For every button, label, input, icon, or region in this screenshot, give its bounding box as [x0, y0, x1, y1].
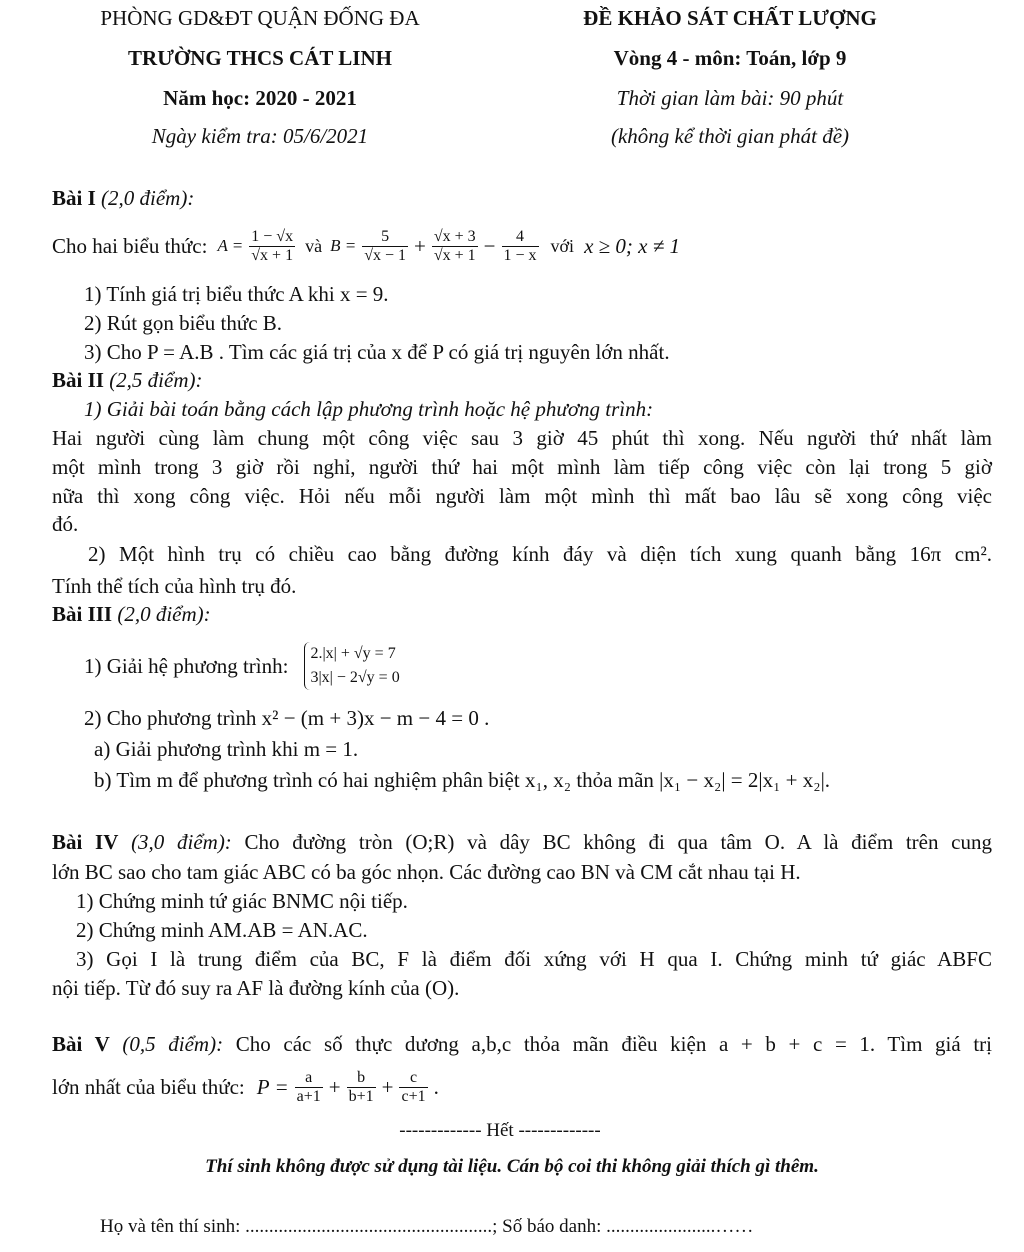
- section-1-intro: Cho hai biểu thức:: [52, 233, 208, 258]
- section-4-question-1: 1) Chứng minh tứ giác BNMC nội tiếp.: [76, 889, 408, 913]
- minus-sign: −: [483, 233, 496, 258]
- section-3-points: (2,0 điểm):: [117, 602, 211, 626]
- section-5-line-1: [52, 1032, 992, 1057]
- section-4-points: (3,0 điểm):: [131, 830, 232, 854]
- section-3-question-2: 2) Cho phương trình x² − (m + 3)x − m − 4 = 0 .: [84, 706, 490, 730]
- plus-sign: +: [328, 1074, 341, 1099]
- expr-b-term3-num: 4: [502, 228, 539, 247]
- section-5-line-2: [52, 1060, 439, 1114]
- expr-a-fraction: [249, 228, 295, 265]
- section-3-question-1: [84, 636, 400, 696]
- section-1-question-2: 2) Rút gọn biểu thức B.: [84, 311, 283, 335]
- expr-p-term1: [295, 1069, 323, 1106]
- section-1-expressions: [52, 218, 680, 274]
- candidate-note: Thí sinh không được sử dụng tài liệu. Cán bộ coi thi không giải thích gì thêm.: [205, 1156, 819, 1177]
- equation-1: 2.|x| + √y = 7: [310, 645, 396, 662]
- section-5-title: Bài V: [52, 1032, 110, 1056]
- expr-b-lhs: B =: [330, 236, 357, 255]
- section-2-paragraph-line-3: nữa thì xong công việc. Hỏi nếu mỗi người làm một mình thì mất bao lâu sẽ xong công việc: [52, 484, 992, 508]
- and-word: và: [305, 235, 323, 256]
- exam-time-note: (không kể thời gian phát đề): [610, 124, 850, 148]
- section-4-intro: Cho đường tròn (O;R) và dây BC không đi qua tâm O. A là điểm trên cung: [244, 830, 992, 854]
- section-1-title: Bài I: [52, 186, 96, 210]
- expr-p-term1-num: a: [295, 1069, 323, 1088]
- section-2-heading: [52, 368, 203, 393]
- expr-p-term1-den: a+1: [296, 1087, 321, 1105]
- section-2-subtitle-1: 1) Giải bài toán bằng cách lập phương trình hoặc hệ phương trình:: [84, 397, 654, 421]
- section-1-points: (2,0 điểm):: [101, 186, 195, 210]
- expr-p-term2: [347, 1069, 376, 1106]
- candidate-info-line: Họ và tên thí sinh: ....................................................; Số báo danh: .......................……: [100, 1216, 754, 1237]
- expr-p-term3-num: c: [399, 1069, 427, 1088]
- expr-p-term2-num: b: [347, 1069, 376, 1088]
- section-1-heading: [52, 186, 194, 211]
- section-5-points: (0,5 điểm):: [122, 1032, 224, 1056]
- expr-a-denominator: √x + 1: [251, 246, 294, 264]
- section-5-intro: Cho các số thực dương a,b,c thỏa mãn điều kiện a + b + c = 1. Tìm giá trị: [235, 1032, 992, 1056]
- plus-sign: +: [414, 233, 426, 258]
- expr-b-term1-den: √x − 1: [364, 246, 406, 264]
- section-1-question-1: 1) Tính giá trị biểu thức A khi x = 9.: [84, 282, 389, 306]
- exam-title: ĐỀ KHẢO SÁT CHẤT LƯỢNG: [583, 6, 877, 30]
- period: .: [433, 1074, 439, 1099]
- section-4-question-2: 2) Chứng minh AM.AB = AN.AC.: [76, 918, 368, 942]
- section-3-question-2b: b) Tìm m để phương trình có hai nghiệm phân biệt x₁, x₂ thỏa mãn |x₁ − x₂| = 2|x₁ + x₂|.: [94, 768, 831, 792]
- section-2-points: (2,5 điểm):: [109, 368, 203, 392]
- section-1-question-3: 3) Cho P = A.B . Tìm các giá trị của x để P có giá trị nguyên lớn nhất.: [84, 340, 670, 364]
- expr-b-term2: [432, 228, 478, 265]
- school-year: Năm học: 2020 - 2021: [163, 86, 357, 110]
- exam-date: Ngày kiểm tra: 05/6/2021: [151, 124, 369, 148]
- section-2-paragraph-line-2: một mình trong 3 giờ rồi nghỉ, người thứ hai một mình làm tiếp công việc còn lại trong 5 giờ: [52, 455, 992, 479]
- section-4-line-1: [52, 830, 992, 855]
- section-2-question-2-line-1: 2) Một hình trụ có chiều cao bằng đường kính đáy và diện tích xung quanh bằng 16π cm².: [88, 542, 992, 566]
- expr-b-term2-den: √x + 1: [433, 246, 476, 264]
- equation-2: 3|x| − 2√y = 0: [310, 669, 400, 686]
- section-3-q1-text: 1) Giải hệ phương trình:: [84, 653, 289, 678]
- section-2-paragraph-line-1: Hai người cùng làm chung một công việc sau 3 giờ 45 phút thì xong. Nếu người thứ nhất làm: [52, 426, 992, 450]
- section-2-question-2-line-2: Tính thể tích của hình trụ đó.: [52, 574, 297, 598]
- section-3-heading: [52, 602, 211, 627]
- section-3-title: Bài III: [52, 602, 113, 626]
- dept-name: PHÒNG GD&ĐT QUẬN ĐỐNG ĐA: [100, 6, 420, 30]
- section-4-question-3-line-1: 3) Gọi I là trung điểm của BC, F là điểm đối xứng với H qua I. Chứng minh tứ giác ABFC: [76, 947, 992, 971]
- equation-system: [304, 642, 399, 690]
- section-4-title: Bài IV: [52, 830, 119, 854]
- expr-a-numerator: 1 − √x: [251, 227, 294, 245]
- condition: x ≥ 0; x ≠ 1: [584, 233, 680, 258]
- expr-b-term3-den: 1 − x: [503, 246, 537, 264]
- section-2-paragraph-line-4: đó.: [52, 512, 79, 536]
- exam-round: Vòng 4 - môn: Toán, lớp 9: [613, 46, 847, 70]
- section-4-line-2: lớn BC sao cho tam giác ABC có ba góc nhọn. Các đường cao BN và CM cắt nhau tại H.: [52, 860, 801, 884]
- condition-word: với: [550, 235, 575, 256]
- expr-a-lhs: A =: [217, 236, 244, 255]
- expr-b-term2-num: √x + 3: [433, 227, 476, 245]
- expr-p-term3-den: c+1: [401, 1087, 426, 1105]
- expr-b-term1-num: 5: [362, 228, 408, 247]
- end-marker: ------------- Hết -------------: [399, 1120, 601, 1141]
- expr-p-lhs: P =: [256, 1074, 289, 1099]
- section-2-title: Bài II: [52, 368, 104, 392]
- section-4-question-3-line-2: nội tiếp. Từ đó suy ra AF là đường kính của (O).: [52, 976, 460, 1000]
- expr-b-term1: [362, 228, 408, 265]
- expr-p-term3: [399, 1069, 427, 1106]
- expr-b-term3: [502, 228, 539, 265]
- school-name: TRƯỜNG THCS CÁT LINH: [128, 46, 392, 70]
- section-3-question-2a: a) Giải phương trình khi m = 1.: [94, 737, 359, 761]
- exam-time: Thời gian làm bài: 90 phút: [616, 86, 844, 110]
- section-5-line-2-text: lớn nhất của biểu thức:: [52, 1074, 245, 1099]
- expr-p-term2-den: b+1: [348, 1087, 374, 1105]
- plus-sign: +: [381, 1074, 394, 1099]
